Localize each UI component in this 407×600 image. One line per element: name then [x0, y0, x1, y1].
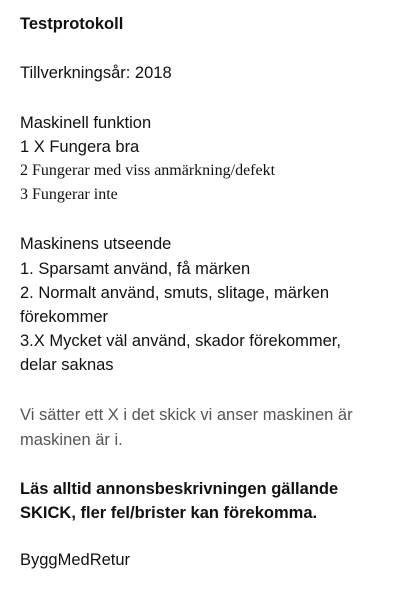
appearance-item-3: 3.X Mycket väl använd, skador förekommer,	[20, 332, 341, 350]
appearance-heading: Maskinens utseende	[20, 235, 172, 253]
appearance-item-1: 1. Sparsamt använd, få märken	[20, 260, 251, 278]
function-item-2: 2 Fungerar med viss anmärkning/defekt	[20, 162, 276, 179]
document-title: Testprotokoll	[20, 15, 124, 33]
manufacture-year: Tillverkningsår: 2018	[20, 64, 172, 82]
function-item-1: 1 X Fungera bra	[20, 138, 140, 156]
signature: ByggMedRetur	[20, 551, 131, 569]
appearance-item-2: 2. Normalt använd, smuts, slitage, märken	[20, 284, 330, 302]
function-item-3: 3 Fungerar inte	[20, 186, 118, 203]
appearance-item-3-cont: delar saknas	[20, 356, 114, 374]
warning-line-2: SKICK, fler fel/brister kan förekomma.	[20, 504, 318, 522]
note-line-2: maskinen är i.	[20, 431, 123, 449]
appearance-item-2-cont: förekommer	[20, 308, 109, 326]
function-heading: Maskinell funktion	[20, 114, 152, 132]
note-line-1: Vi sätter ett X i det skick vi anser maskinen är	[20, 406, 353, 424]
warning-line-1: Läs alltid annonsbeskrivningen gällande	[20, 480, 339, 498]
